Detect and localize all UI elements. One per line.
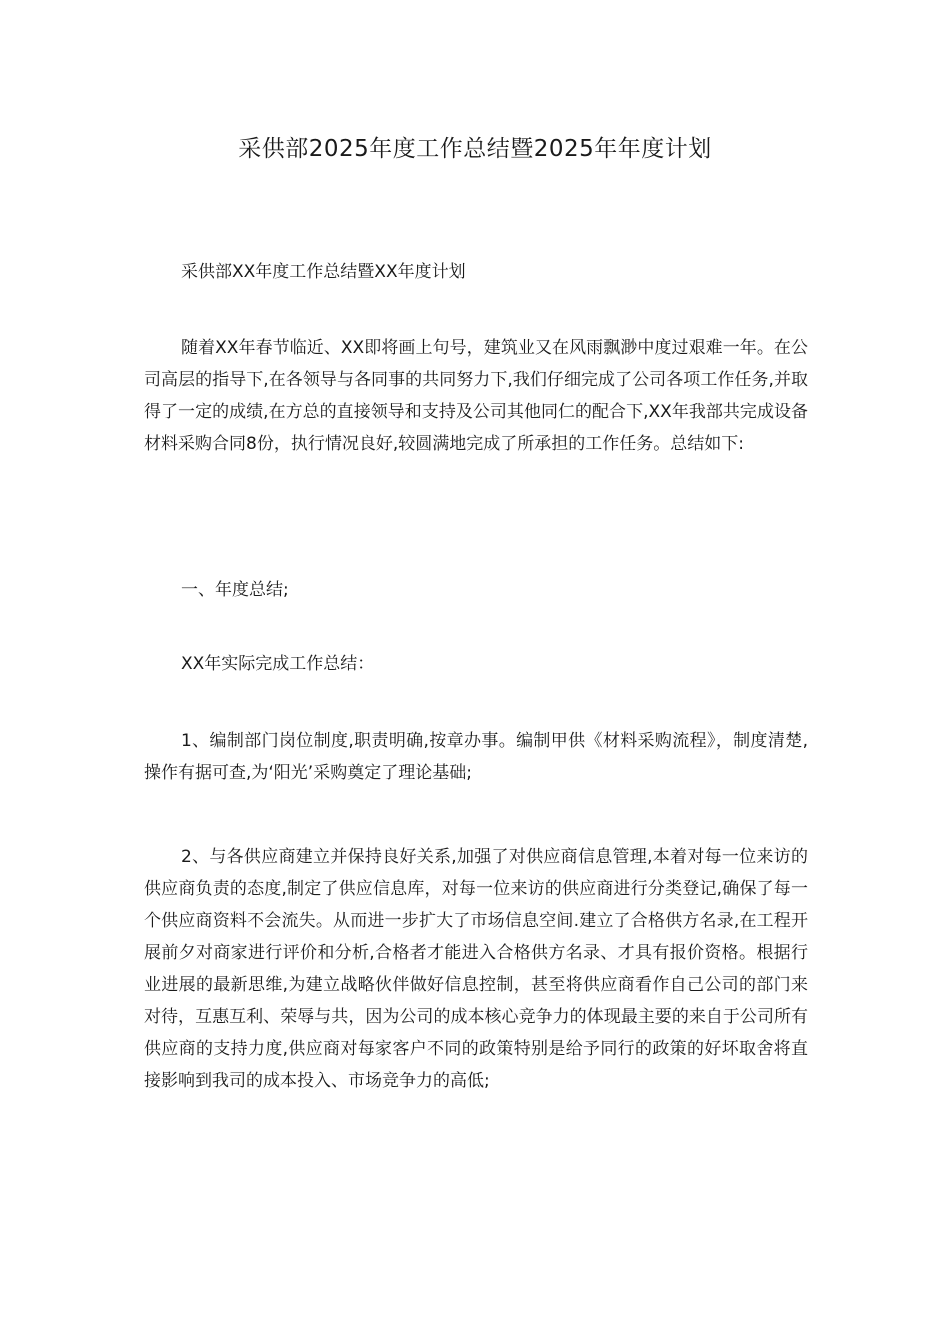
intro-paragraph: 随着XX年春节临近、XX即将画上句号，建筑业又在风雨飘渺中度过艰难一年。在公司高层的指导下,在各领导与各同事的共同努力下,我们仔细完成了公司各项工作任务,并取得了一定的成绩,在方总的直接领导和支持及公司其他同仁的配合下,XX年我部共完成设备材料采购合同8份，执行情况良好,较圆满地完成了所承担的工作任务。总结如下: — [144, 338, 808, 454]
list-item-1: 1、编制部门岗位制度,职责明确,按章办事。编制甲供《材料采购流程》，制度清楚,操作有据可查,为‘阳光’采购奠定了理论基础; — [144, 731, 808, 783]
list-item-2: 2、与各供应商建立并保持良好关系,加强了对供应商信息管理,本着对每一位来访的供应商负责的态度,制定了供应信息库，对每一位来访的供应商进行分类登记,确保了每一个供应商资料不会流失。从而进一步扩大了市场信息空间.建立了合格供方名录,在工程开展前夕对商家进行评价和分析,合格者才能进入合格供方名录、才具有报价资格。根据行业进展的最新思维,为建立战略伙伴做好信息控制，甚至将供应商看作自己公司的部门来对待，互惠互利、荣辱与共，因为公司的成本核心竞争力的体现最主要的来自于公司所有供应商的支持力度,供应商对每家客户不同的政策特别是给予同行的政策的好坏取舍将直接影响到我司的成本投入、市场竞争力的高低; — [144, 847, 808, 1091]
document-title: 采供部2025年度工作总结暨2025年年度计划 — [238, 136, 712, 162]
section-heading: 一、年度总结; — [181, 580, 289, 600]
subsection-heading: XX年实际完成工作总结： — [181, 654, 375, 674]
document-subtitle: 采供部XX年度工作总结暨XX年度计划 — [181, 262, 466, 282]
